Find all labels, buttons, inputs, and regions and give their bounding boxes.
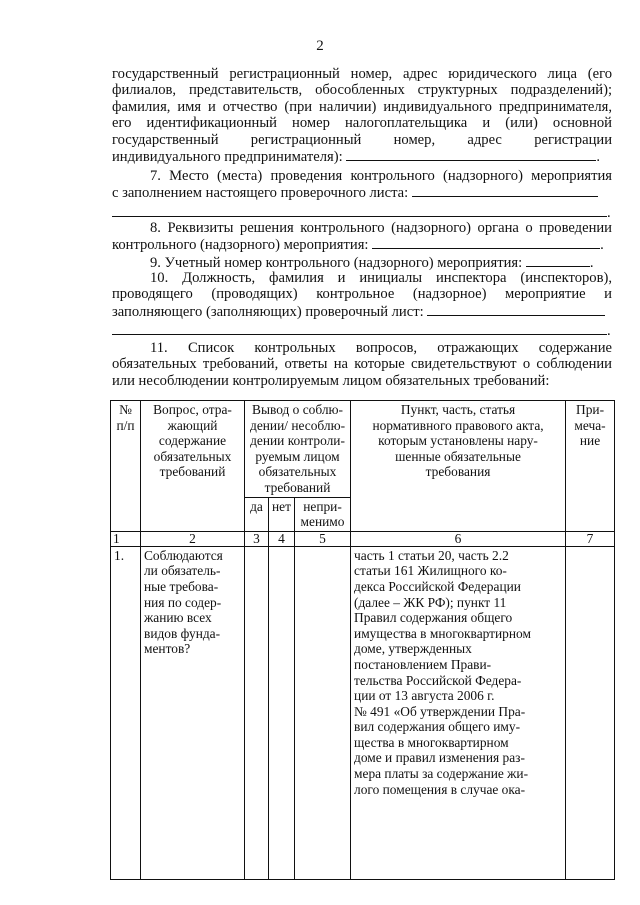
- text-line: государственный регистрационный номер, адрес юридического лица (его: [112, 66, 612, 82]
- text-line: проводящего (проводящих) контрольное (надзорное) мероприятие и: [112, 286, 612, 303]
- text-line: заполняющего (заполняющих) проверочный лист:: [112, 303, 612, 320]
- text-line: контрольного (надзорного) мероприятия: .: [112, 237, 604, 254]
- header-num: № п/п: [111, 401, 141, 532]
- col-number: 4: [269, 531, 295, 546]
- text-line: обязательных требований, ответы на которые свидетельствуют о соблюдении: [112, 356, 612, 373]
- text-line: 10. Должность, фамилия и инициалы инспектора (инспекторов),: [150, 270, 612, 286]
- header-note: При- меча- ние: [566, 401, 615, 532]
- item-10: [112, 270, 612, 340]
- text-line: .: [112, 322, 612, 339]
- col-number: 6: [351, 531, 566, 546]
- text-line: 9. Учетный номер контрольного (надзорного) мероприятия: .: [150, 255, 594, 271]
- item-7: [112, 168, 612, 221]
- text-line: с заполнением настоящего проверочного листа:: [112, 184, 612, 201]
- text-line: филиалов, представительств, обособленных структурных подразделений);: [112, 82, 612, 99]
- answer-yes-cell[interactable]: [245, 546, 269, 879]
- col-number: 2: [141, 531, 245, 546]
- item-9: [112, 254, 612, 271]
- page-number: 2: [316, 38, 324, 54]
- header-question: Вопрос, отра- жающий содержание обязательных требований: [141, 401, 245, 532]
- column-number-row: [111, 531, 615, 546]
- row-num: 1.: [111, 546, 141, 879]
- row-legal-reference: часть 1 статьи 20, часть 2.2 статьи 161 Жилищного ко- декса Российской Федерации (далее – ЖК РФ); пункт 11 Правил содержания общего имущества в многоквартирном доме, утвержденных постановлением Прави- тельства Российской Федера- ции от 13 августа 2006 г. № 491 «Об утверждении Пра- вил содержания общего иму- щества в многоквартирном доме и правил изменения раз- мера платы за содержание жи- лого помещения в случае ока-: [351, 546, 566, 879]
- text-line: или несоблюдении контролируемым лицом обязательных требований:: [112, 372, 550, 389]
- col-number: 5: [295, 531, 351, 546]
- paragraph-applicant-details: [112, 66, 612, 165]
- checklist-table: [110, 400, 615, 880]
- table-header-row: [111, 401, 615, 498]
- fill-in-blank: [412, 184, 598, 197]
- table-row: [111, 546, 615, 879]
- text-line: 8. Реквизиты решения контрольного (надзорного) органа о проведении: [150, 220, 612, 236]
- note-cell[interactable]: [566, 546, 615, 879]
- text-line: его идентификационный номер налогоплательщика и (или) основной: [112, 115, 612, 132]
- fill-in-blank: [112, 322, 607, 335]
- item-8: [112, 220, 612, 254]
- answer-no-cell[interactable]: [269, 546, 295, 879]
- header-legal-reference: Пункт, часть, статья нормативного правового акта, которым установлены нару- шенные обязательные требования: [351, 401, 566, 532]
- header-not-applicable: непри- менимо: [295, 497, 351, 531]
- header-conclusion: Вывод о соблю- дении/ несоблю- дении контроли- руемым лицом обязательных требований: [245, 401, 351, 498]
- fill-in-blank: [526, 254, 590, 267]
- row-question: Соблюдаются ли обязатель- ные требова- ния по содер- жанию всех видов фунда- ментов?: [141, 546, 245, 879]
- fill-in-blank: [112, 204, 607, 217]
- col-number: 3: [245, 531, 269, 546]
- text-line: .: [112, 204, 612, 221]
- header-no: нет: [269, 497, 295, 531]
- item-11: [112, 340, 612, 389]
- answer-na-cell[interactable]: [295, 546, 351, 879]
- text-line: государственный регистрационный номер, адрес регистрации: [112, 131, 612, 148]
- col-number: 7: [566, 531, 615, 546]
- fill-in-blank: [372, 236, 600, 249]
- text-line: 7. Место (места) проведения контрольного (надзорного) мероприятия: [150, 168, 612, 184]
- fill-in-blank: [427, 303, 605, 316]
- col-number: 1: [111, 531, 141, 546]
- header-yes: да: [245, 497, 269, 531]
- text-line: фамилия, имя и отчество (при наличии) индивидуального предпринимателя,: [112, 98, 612, 115]
- fill-in-blank: [346, 148, 596, 161]
- text-line: индивидуального предпринимателя): .: [112, 149, 600, 166]
- text-line: 11. Список контрольных вопросов, отражающих содержание: [150, 340, 612, 356]
